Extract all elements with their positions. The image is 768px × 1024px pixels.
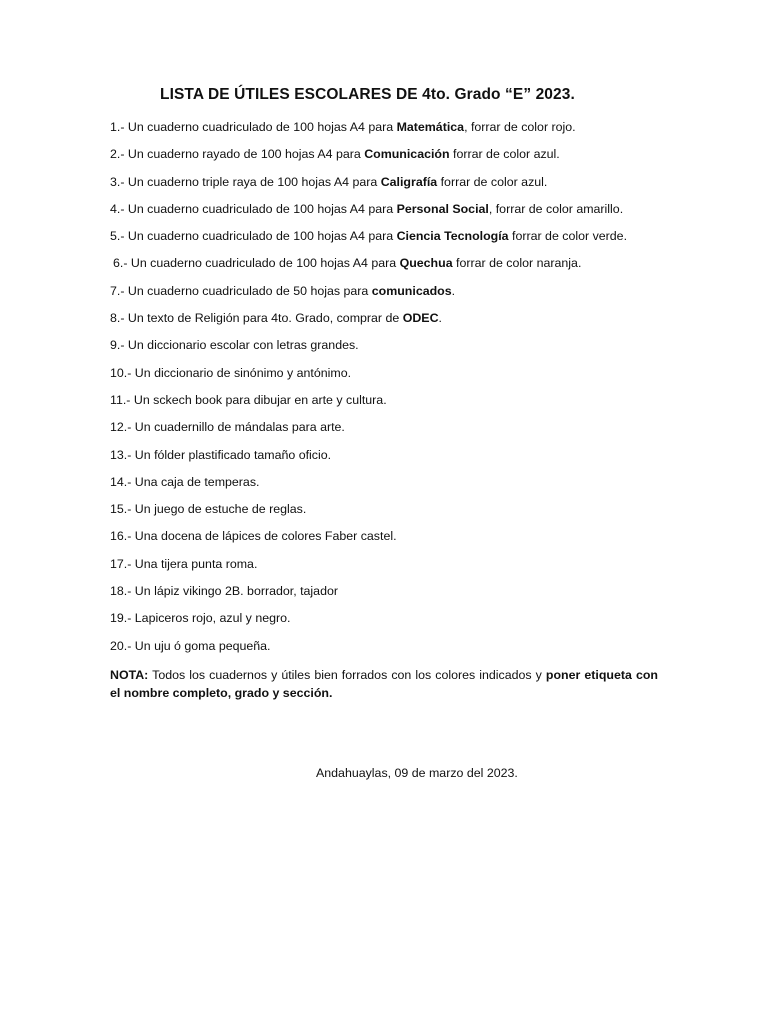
list-item: 11.- Un sckech book para dibujar en arte y cultura.	[110, 392, 387, 407]
list-item: 14.- Una caja de temperas.	[110, 474, 260, 489]
note-paragraph	[110, 666, 658, 702]
list-item: 19.- Lapiceros rojo, azul y negro.	[110, 611, 291, 626]
supplies-list	[110, 119, 627, 665]
list-item: 15.- Un juego de estuche de reglas.	[110, 502, 307, 517]
document-title: LISTA DE ÚTILES ESCOLARES DE 4to. Grado “E” 2023.	[160, 86, 575, 103]
list-item: 17.- Una tijera punta roma.	[110, 556, 258, 571]
list-item: 6.- Un cuaderno cuadriculado de 100 hojas A4 para Quechua forrar de color naranja.	[113, 256, 582, 271]
list-item: 9.- Un diccionario escolar con letras grandes.	[110, 338, 359, 353]
list-item: 10.- Un diccionario de sinónimo y antónimo.	[110, 365, 352, 380]
note-emphasis: poner etiqueta con el nombre completo, grado y sección.	[110, 668, 658, 700]
list-item: 16.- Una docena de lápices de colores Faber castel.	[110, 529, 397, 544]
list-item: 5.- Un cuaderno cuadriculado de 100 hojas A4 para Ciencia Tecnología forrar de color verde.	[110, 229, 628, 244]
list-item: 3.- Un cuaderno triple raya de 100 hojas A4 para Caligrafía forrar de color azul.	[110, 174, 548, 189]
list-item: 13.- Un fólder plastificado tamaño oficio.	[110, 447, 332, 462]
list-item: 4.- Un cuaderno cuadriculado de 100 hojas A4 para Personal Social, forrar de color amarillo.	[110, 201, 624, 216]
list-item: 8.- Un texto de Religión para 4to. Grado, comprar de ODEC.	[110, 311, 442, 326]
note-text: Todos los cuadernos y útiles bien forrados con los colores indicados y	[148, 668, 546, 682]
note-label: NOTA:	[110, 668, 149, 682]
list-item: 20.- Un uju ó goma pequeña.	[110, 638, 271, 653]
list-item: 1.- Un cuaderno cuadriculado de 100 hojas A4 para Matemática, forrar de color rojo.	[110, 120, 576, 134]
place-date: Andahuaylas, 09 de marzo del 2023.	[316, 766, 518, 780]
list-item: 2.- Un cuaderno rayado de 100 hojas A4 para Comunicación forrar de color azul.	[110, 147, 560, 162]
list-item: 12.- Un cuadernillo de mándalas para arte.	[110, 420, 345, 435]
list-item: 7.- Un cuaderno cuadriculado de 50 hojas para comunicados.	[110, 283, 456, 298]
list-item: 18.- Un lápiz vikingo 2B. borrador, tajador	[110, 584, 338, 599]
